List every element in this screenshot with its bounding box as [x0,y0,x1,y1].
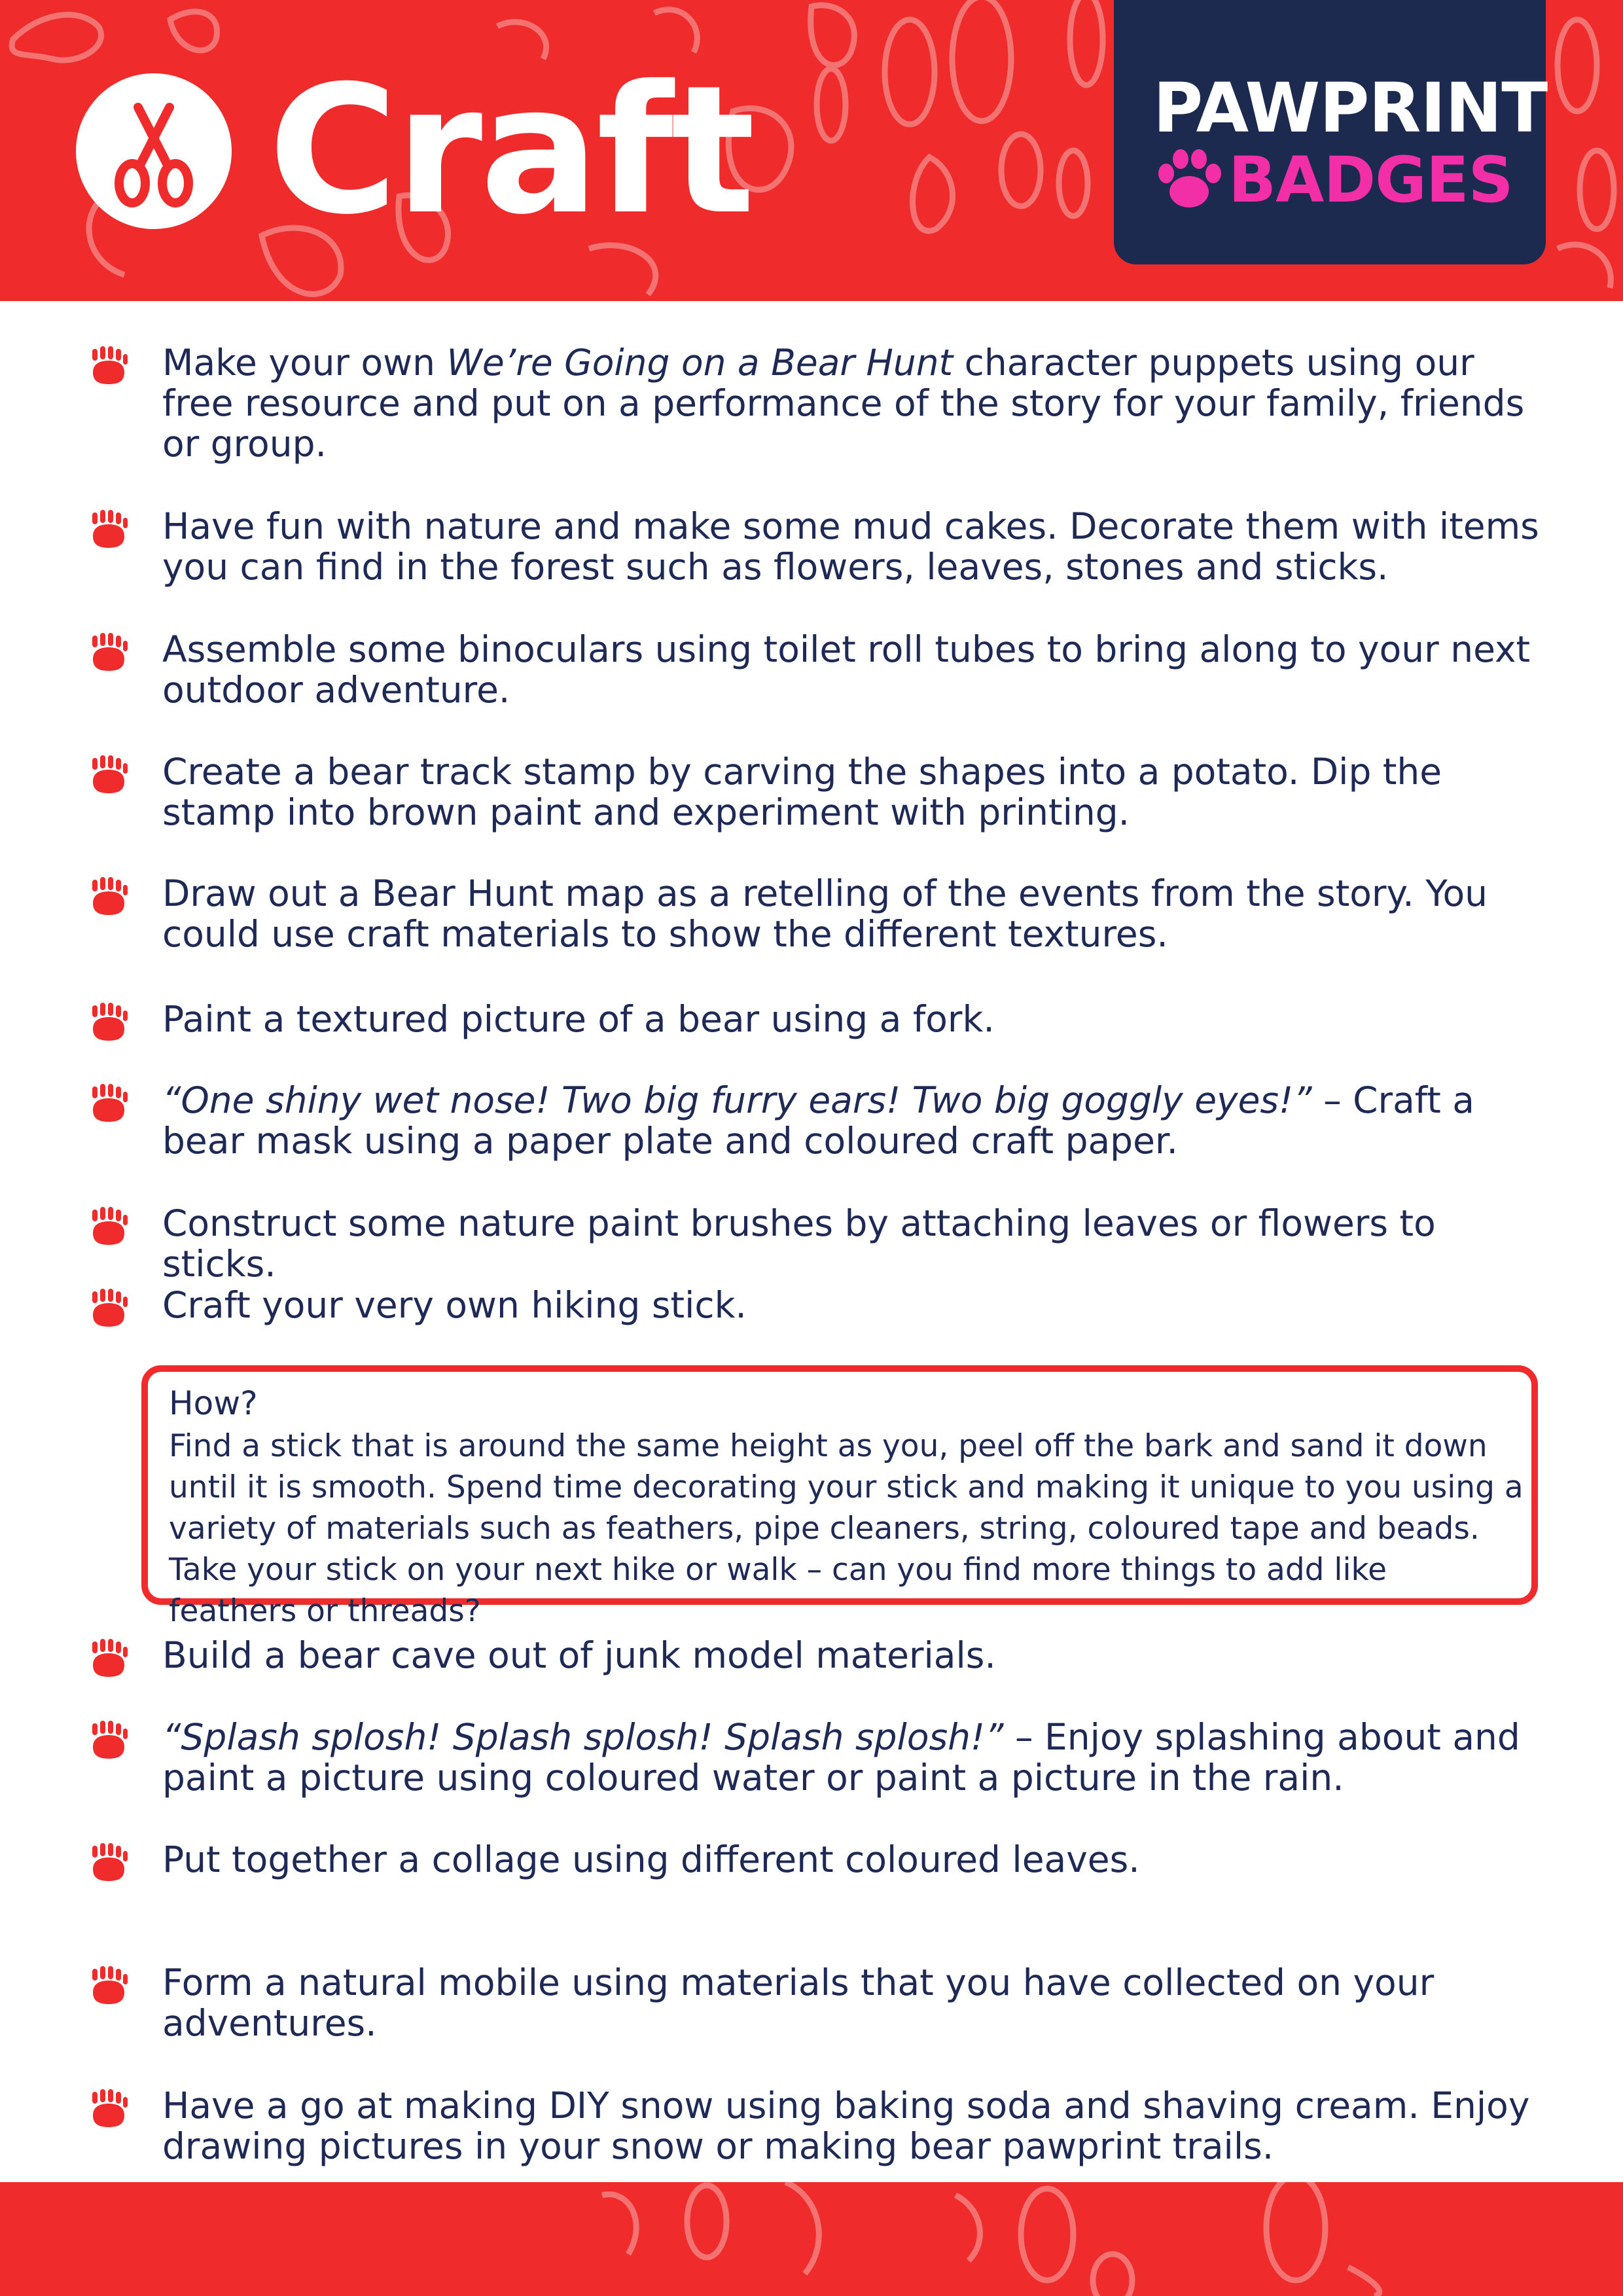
list-item-segment: Construct some nature paint brushes by attaching leaves or flowers to sticks. [162,1202,1436,1285]
list-item-segment: Build a bear cave out of junk model materials. [162,1634,996,1676]
list-item-text [162,751,1556,833]
bear-paw-icon [85,344,132,391]
list-item-emphasis: We’re Going on a Bear Hunt [446,342,954,384]
bear-paw-icon [85,1081,132,1128]
list-item-segment: Assemble some binoculars using toilet roll tubes to bring along to your next outdoor adventure. [162,628,1531,711]
list-item-text [162,506,1556,587]
bear-paw-icon [85,507,132,554]
paw-icon [1153,147,1225,213]
list-item-segment: Make your own [162,342,447,384]
how-title: How? [169,1384,258,1422]
list-item-segment: Have a go at making DIY snow using baking soda and shaving cream. Enjoy drawing pictures in your snow or making bear pawprint trails. [162,2085,1530,2167]
list-item-emphasis: “One shiny wet nose! Two big furry ears! Two big goggly eyes!” [162,1079,1312,1121]
list-item-text [162,2085,1556,2166]
bear-paw-icon [85,630,132,677]
list-item-segment: character puppets using our free resource and put on a performance of the story for your family, friends or group. [162,342,1525,465]
list-item-text [162,1285,1556,1325]
page-title: Craft [268,47,753,253]
bear-paw-icon [85,1636,132,1683]
list-item-text [162,342,1556,464]
brand-bottom-text: BADGES [1228,143,1513,217]
list-item-text [162,1962,1556,2043]
footer-banner [0,2182,1623,2296]
how-body: Find a stick that is around the same height as you, peel off the bark and sand it down until it is smooth. Spend time decorating your stick and making it unique to you using a variety of materials such as feathers, pipe cleaners, string, coloured tape and beads. Take your stick on your next hike or walk – can you find more things to add like feathers or threads? [169,1428,1524,1629]
list-item-segment: Put together a collage using different coloured leaves. [162,1839,1140,1880]
list-item-segment: Draw out a Bear Hunt map as a retelling of the events from the story. You could use craft materials to show the different textures. [162,872,1488,955]
scissors-icon [76,73,232,229]
list-item-text [162,1203,1556,1284]
brand-top-text: PAWPRINT [1153,68,1548,148]
list-item-text [162,999,1556,1039]
list-item-segment: Craft your very own hiking stick. [162,1284,747,1326]
bear-paw-icon [85,874,132,922]
list-item-segment: Form a natural mobile using materials that you have collected on your adventures. [162,1962,1435,2044]
bear-paw-icon [85,1718,132,1765]
bear-paw-icon [85,2087,132,2134]
list-item-segment: – Craft a bear mask using a paper plate and coloured craft paper. [162,1079,1474,1162]
list-item-text [162,1635,1556,1676]
list-item-text [162,873,1556,954]
bear-paw-icon [85,1204,132,1251]
bear-paw-icon [85,753,132,800]
bear-paw-icon [85,1286,132,1333]
list-item-segment: Create a bear track stamp by carving the shapes into a potato. Dip the stamp into brown paint and experiment with printing. [162,751,1442,833]
list-item-segment: Have fun with nature and make some mud cakes. Decorate them with items you can find in the forest such as flowers, leaves, stones and sticks. [162,505,1539,588]
scissors-logo-circle [76,73,232,229]
list-item-segment: Paint a textured picture of a bear using a fork. [162,998,995,1040]
footprint-pattern-decoration [0,2182,1623,2296]
list-item-text [162,1717,1556,1798]
pawprint-badges-logo [1114,0,1546,264]
bear-paw-icon [85,1000,132,1047]
bear-paw-icon [85,1964,132,2011]
list-item-text [162,1839,1556,1880]
how-info-box [141,1365,1538,1629]
list-item-text [162,629,1556,710]
header-banner [0,0,1623,301]
list-item-emphasis: “Splash splosh! Splash splosh! Splash splosh!” [162,1716,1004,1758]
bear-paw-icon [85,1840,132,1888]
list-item-text [162,1080,1556,1161]
list-item-segment: – Enjoy splashing about and paint a picture using coloured water or paint a picture in the rain. [162,1716,1520,1799]
